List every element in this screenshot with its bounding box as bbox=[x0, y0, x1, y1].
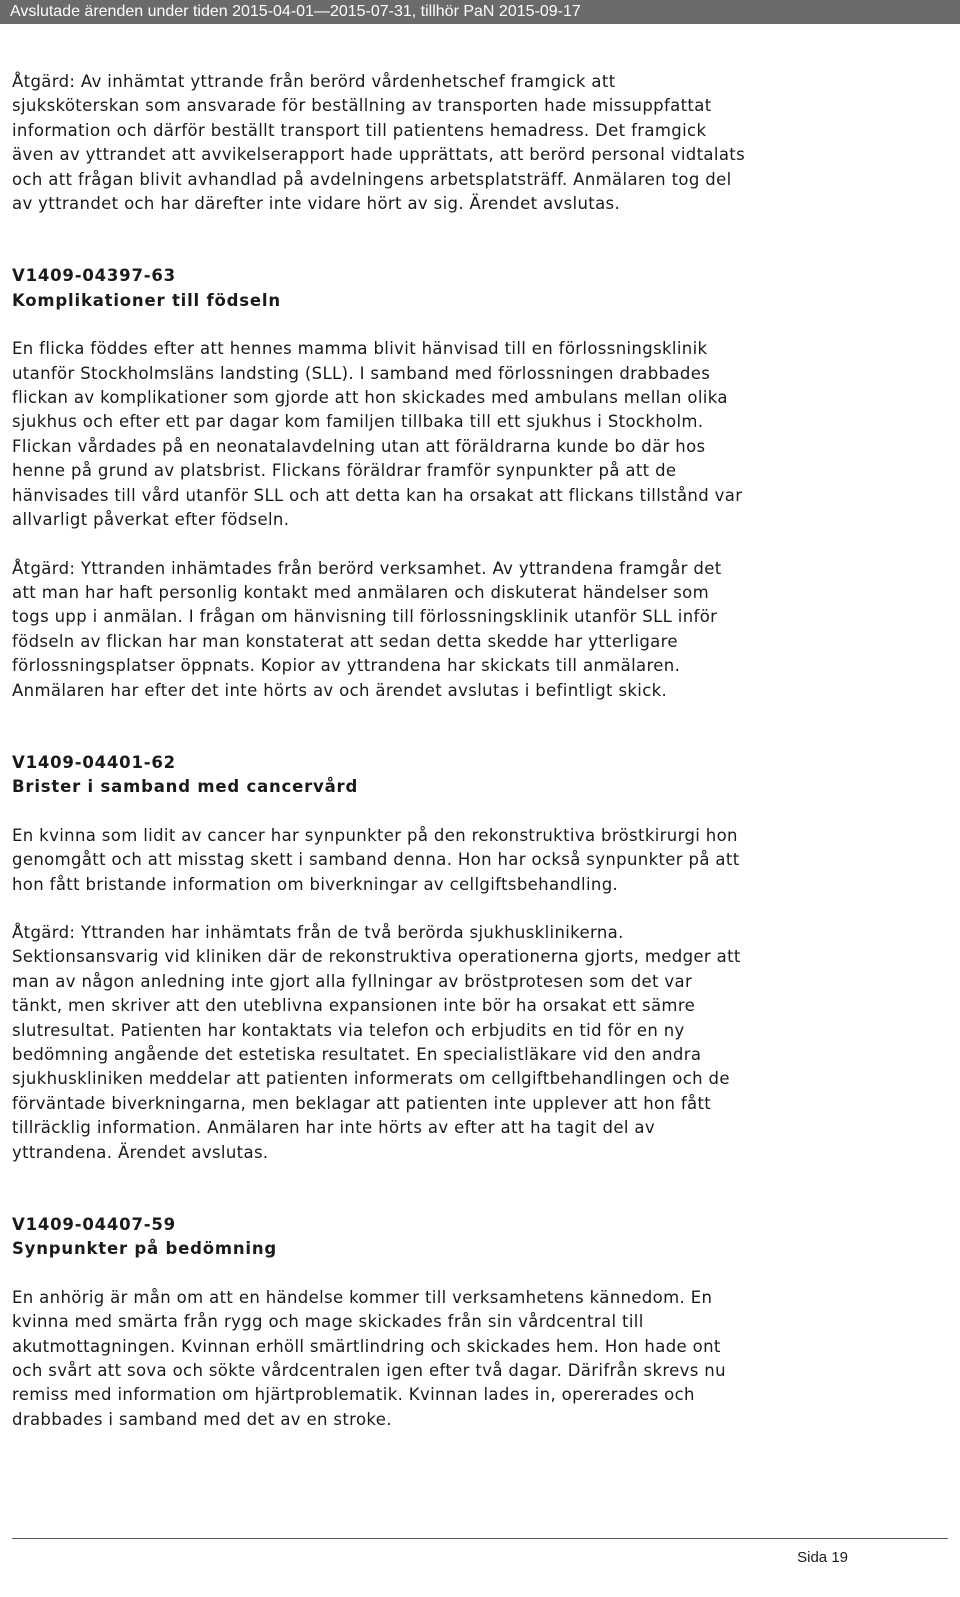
case-block bbox=[12, 751, 942, 1165]
case-block bbox=[12, 264, 942, 703]
case-id: V1409-04401-62 bbox=[12, 752, 176, 772]
case-id: V1409-04407-59 bbox=[12, 1215, 176, 1235]
case-title: Synpunkter på bedömning bbox=[12, 1239, 278, 1259]
case-description: En flicka föddes efter att hennes mamma blivit hänvisad till en förlossningsklinik utanför Stockholmsläns landsting (SLL). I samband med förlossningen drabbades flickan av komplikationer som gjorde att hon skickades med ambulans mellan olika sjukhus och efter ett par dagar kom familjen tillbaka till ett sjukhus i Stockholm. Flickan vårdades på en neonatalavdelning utan att föräldrarna kunde bo där hos henne på grund av platsbrist. Flickans föräldrar framför synpunkter på att de hänvisades till vård utanför SLL och att detta kan ha orsakat att flickans tillstånd var allvarligt påverkat efter födseln. bbox=[12, 339, 743, 530]
case-title: Brister i samband med cancervård bbox=[12, 777, 359, 797]
case-action: Åtgärd: Yttranden inhämtades från berörd verksamhet. Av yttrandena framgår det att man har haft personlig kontakt med anmälaren och diskuterat händelser som togs upp i anmälan. I frågan om hänvisning till förlossningsklinik utanför SLL inför födseln av flickan har man konstaterat att sedan detta skedde har ytterligare förlossningsplatser öppnats. Kopior av yttrandena har skickats till anmälaren. Anmälaren har efter det inte hörts av och ärendet avslutas i befintligt skick. bbox=[12, 558, 722, 700]
page-header bbox=[0, 0, 960, 24]
case-title: Komplikationer till födseln bbox=[12, 290, 281, 310]
intro-action-paragraph: Åtgärd: Av inhämtat yttrande från berörd vårdenhetschef framgick att sjuksköterskan som ansvarade för beställning av transporten hade missuppfattat information och därför beställt transport till patientens hemadress. Det framgick även av yttrandet att avvikelserapport hade upprättats, att berörd personal vidtalats och att frågan blivit avhandlad på avdelningens arbetsplatsträff. Anmälaren tog del av yttrandet och har därefter inte vidare hört av sig. Ärendet avslutas. bbox=[12, 72, 746, 214]
page-number: Sida 19 bbox=[797, 1549, 848, 1566]
case-description: En anhörig är mån om att en händelse kommer till verksamhetens kännedom. En kvinna med smärta från rygg och mage skickades från sin vårdcentral till akutmottagningen. Kvinnan erhöll smärtlindring och skickades hem. Hon hade ont och svårt att sova och sökte vårdcentralen igen efter två dagar. Därifrån skrevs nu remiss med information om hjärtproblematik. Kvinnan lades in, opererades och drabbades i samband med det av en stroke. bbox=[12, 1287, 726, 1429]
case-action: Åtgärd: Yttranden har inhämtats från de två berörda sjukhusklinikerna. Sektionsansvarig vid kliniken där de rekonstruktiva operationerna gjorts, medger att man av någon anledning inte gjort alla fyllningar av bröstprotesen som det var tänkt, men skriver att den uteblivna expansionen inte bör ha orsakat ett sämre slutresultat. Patienten har kontaktats via telefon och erbjudits en tid för en ny bedömning angående det estetiska resultatet. En specialistläkare vid den andra sjukhuskliniken meddelar att patienten informerats om cellgiftbehandlingen och de förväntade biverkningarna, men beklagar att patienten inte upplever att hon fått tillräcklig information. Anmälaren har inte hörts av efter att ha tagit del av yttrandena. Ärendet avslutas. bbox=[12, 922, 741, 1162]
document-body bbox=[12, 70, 942, 1432]
footer-divider bbox=[12, 1538, 948, 1539]
header-title: Avslutade ärenden under tiden 2015-04-01—2015-07-31, tillhör PaN 2015-09-17 bbox=[10, 3, 581, 20]
case-block bbox=[12, 1213, 942, 1432]
case-description: En kvinna som lidit av cancer har synpunkter på den rekonstruktiva bröstkirurgi hon genomgått och att misstag skett i samband denna. Hon har också synpunkter på att hon fått bristande information om biverkningar av cellgiftsbehandling. bbox=[12, 825, 740, 894]
case-id: V1409-04397-63 bbox=[12, 266, 176, 286]
